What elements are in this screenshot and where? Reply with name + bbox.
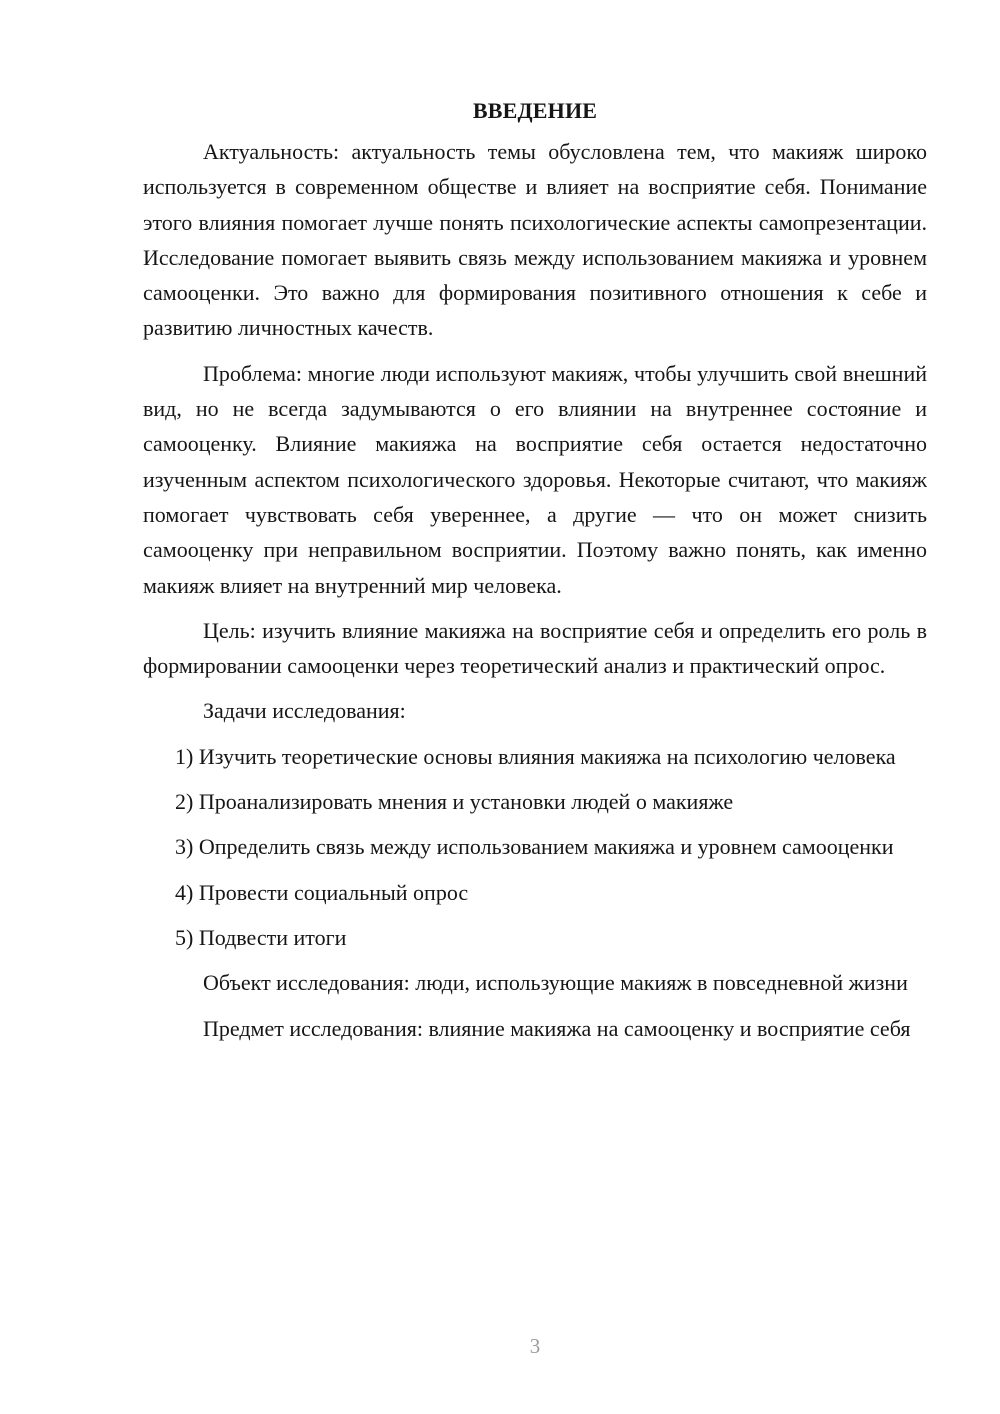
subject-paragraph: Предмет исследования: влияние макияжа на самооценку и восприятие себя <box>203 1015 911 1041</box>
goal-paragraph: Цель: изучить влияние макияжа на восприятие себя и определить его роль в формировании самооценки через теоретический анализ и практический опрос. <box>143 617 927 679</box>
task-item: 1) Изучить теоретические основы влияния макияжа на психологию человека <box>175 743 896 769</box>
relevance-paragraph: Актуальность: актуальность темы обусловлена тем, что макияж широко используется в современном обществе и влияет на восприятие себя. Понимание этого влияния помогает лучше понять психологические аспекты самопрезентации. Исследование помогает выявить связь между использованием макияжа и уровнем самооценки. Это важно для формирования позитивного отношения к себе и развитию личностных качеств. <box>143 139 927 341</box>
task-item: 4) Провести социальный опрос <box>175 879 469 905</box>
task-item: 5) Подвести итоги <box>175 924 347 950</box>
page-number: 3 <box>529 1334 541 1358</box>
tasks-list <box>143 739 927 955</box>
task-item: 3) Определить связь между использованием макияжа и уровнем самооценки <box>175 834 894 860</box>
object-paragraph: Объект исследования: люди, использующие макияж в повседневной жизни <box>203 970 908 996</box>
problem-paragraph: Проблема: многие люди используют макияж, чтобы улучшить свой внешний вид, но не всегда задумываются о его влиянии на внутреннее состояние и самооценку. Влияние макияжа на восприятие себя остается недостаточно изученным аспектом психологического здоровья. Некоторые считают, что макияж помогает чувствовать себя увереннее, а другие — что он может снизить самооценку при неправильном восприятии. Поэтому важно понять, как именно макияж влияет на внутренний мир человека. <box>143 360 927 598</box>
page-content <box>143 96 927 1056</box>
tasks-intro: Задачи исследования: <box>203 698 406 724</box>
task-item: 2) Проанализировать мнения и установки людей о макияже <box>175 789 734 815</box>
section-heading: ВВЕДЕНИЕ <box>472 98 598 123</box>
